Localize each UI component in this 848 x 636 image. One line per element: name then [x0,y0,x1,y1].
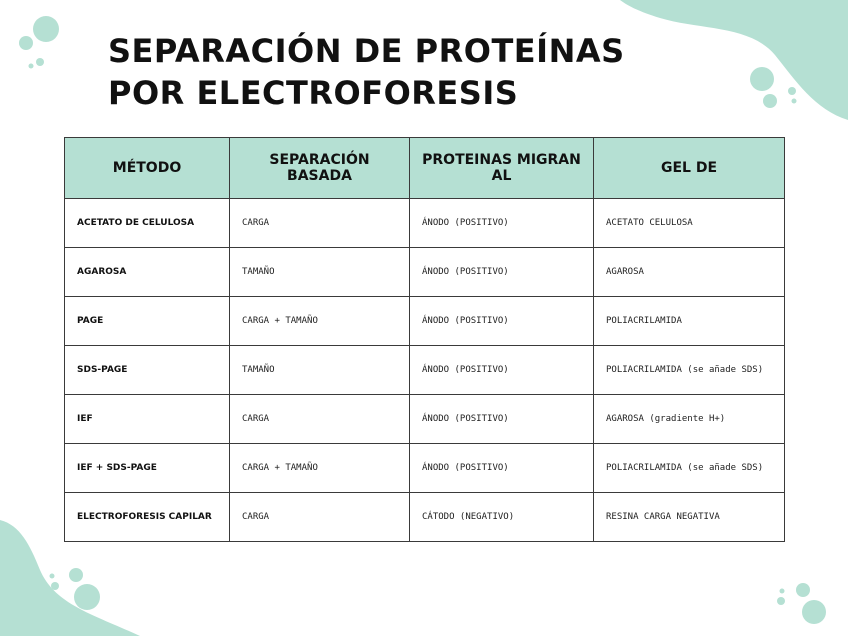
cell-gel: AGAROSA (gradiente H+) [594,395,785,444]
cell-separacion: TAMAÑO [230,248,410,297]
page-title: SEPARACIÓN DE PROTEÍNAS POR ELECTROFORESIS [108,32,625,112]
bubble [802,600,826,624]
cell-migran: ÁNODO (POSITIVO) [410,248,594,297]
header-migran: PROTEINAS MIGRAN AL [410,138,594,199]
cell-metodo: ELECTROFORESIS CAPILAR [65,493,230,542]
table-row [65,493,785,542]
bubble [74,584,100,610]
cell-gel: POLIACRILAMIDA (se añade SDS) [594,346,785,395]
table-row [65,395,785,444]
cell-gel: RESINA CARGA NEGATIVA [594,493,785,542]
cell-separacion: CARGA [230,493,410,542]
bubble [777,597,785,605]
cell-gel: POLIACRILAMIDA (se añade SDS) [594,444,785,493]
cell-migran: ÁNODO (POSITIVO) [410,444,594,493]
bubble [50,574,55,579]
cell-gel: POLIACRILAMIDA [594,297,785,346]
cell-metodo: IEF [65,395,230,444]
table-row [65,346,785,395]
table-header-row [65,138,785,199]
cell-migran: ÁNODO (POSITIVO) [410,346,594,395]
bubble [796,583,810,597]
cell-metodo: PAGE [65,297,230,346]
header-gel: GEL DE [594,138,785,199]
top-right-blob [620,0,848,120]
cell-metodo: SDS-PAGE [65,346,230,395]
cell-metodo: ACETATO DE CELULOSA [65,199,230,248]
table-row [65,444,785,493]
bubble [19,36,33,50]
cell-migran: ÁNODO (POSITIVO) [410,199,594,248]
bubble [29,64,34,69]
cell-gel: AGAROSA [594,248,785,297]
cell-separacion: TAMAÑO [230,346,410,395]
table-row [65,297,785,346]
bubble [750,67,774,91]
bubble [33,16,59,42]
cell-separacion: CARGA [230,199,410,248]
bubble [780,589,785,594]
cell-migran: ÁNODO (POSITIVO) [410,395,594,444]
bubble [36,58,44,66]
electrophoresis-table [64,137,785,542]
cell-gel: ACETATO CELULOSA [594,199,785,248]
bubble [792,99,797,104]
bubble [763,94,777,108]
table-row [65,199,785,248]
table-row [65,248,785,297]
cell-separacion: CARGA + TAMAÑO [230,297,410,346]
header-metodo: MÉTODO [65,138,230,199]
cell-migran: ÁNODO (POSITIVO) [410,297,594,346]
cell-separacion: CARGA [230,395,410,444]
cell-metodo: AGAROSA [65,248,230,297]
cell-migran: CÁTODO (NEGATIVO) [410,493,594,542]
bubble [69,568,83,582]
cell-metodo: IEF + SDS-PAGE [65,444,230,493]
cell-separacion: CARGA + TAMAÑO [230,444,410,493]
bubble [788,87,796,95]
bubble [51,582,59,590]
header-separacion: SEPARACIÓN BASADA [230,138,410,199]
